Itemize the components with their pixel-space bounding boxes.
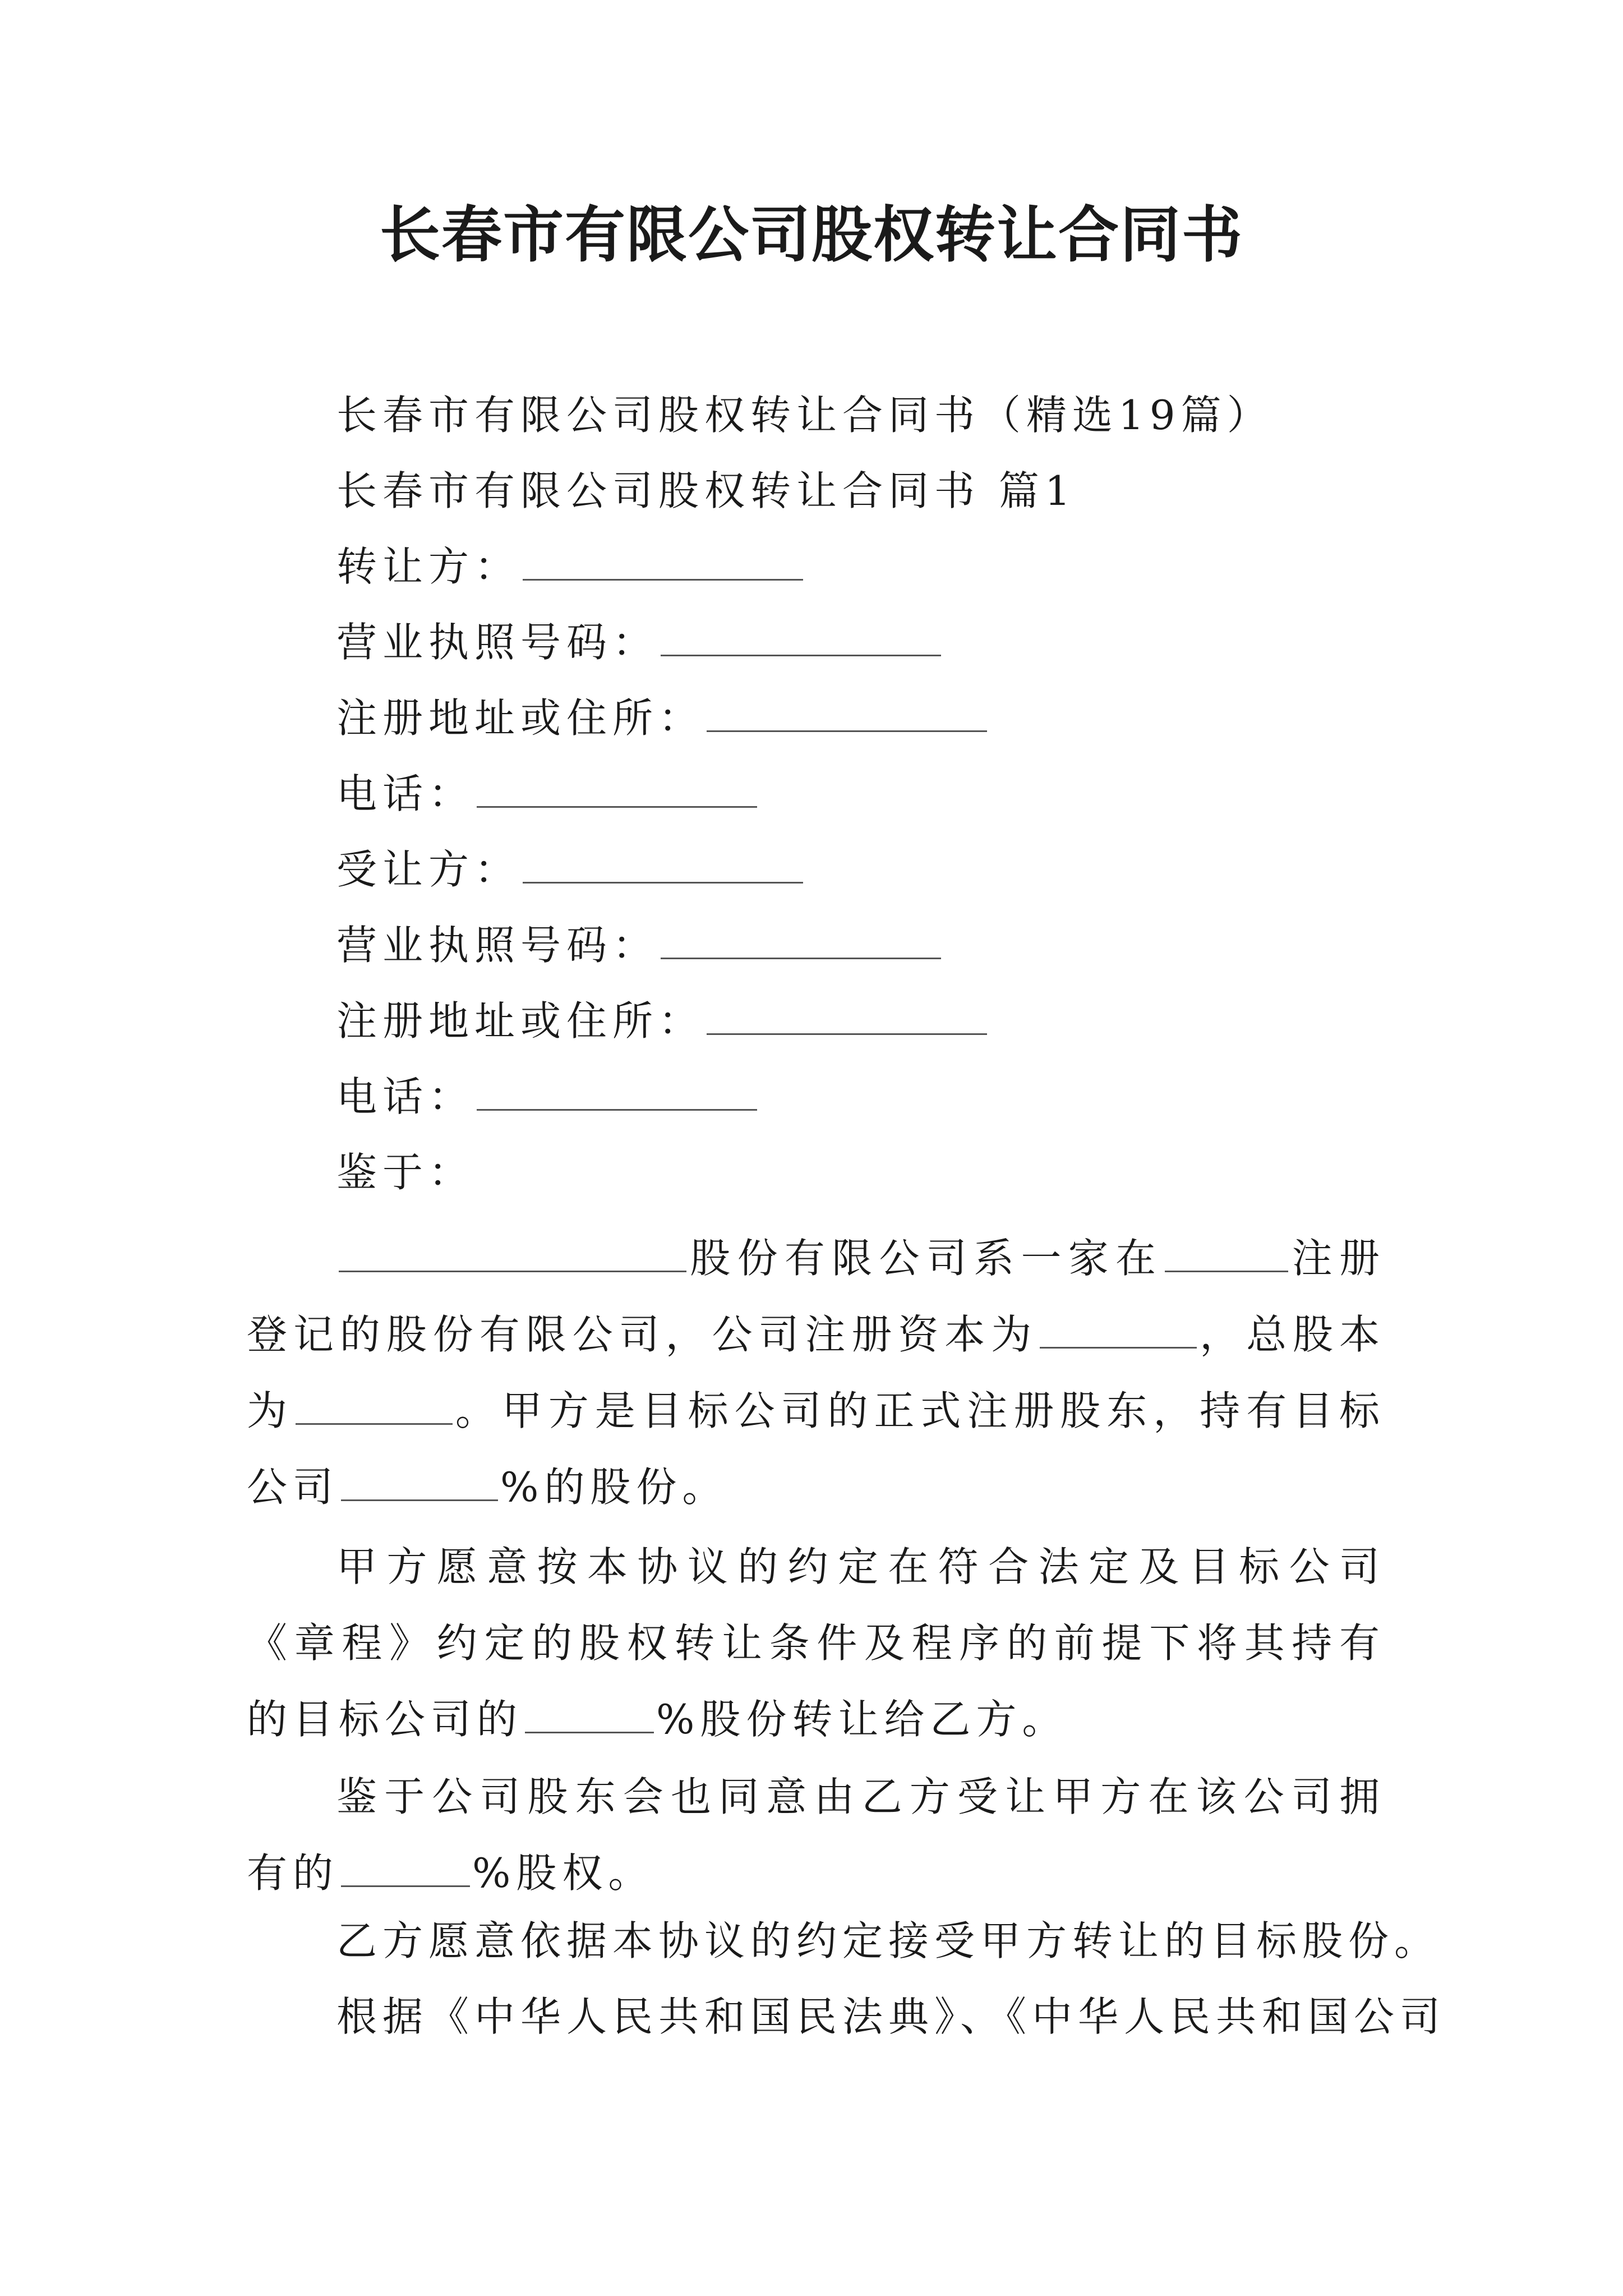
field-label: 注册地址或住所： [336, 694, 705, 742]
blank-field [339, 1235, 686, 1272]
field-transferee-phone [336, 1069, 759, 1125]
section-heading: 长春市有限公司股权转让合同书 篇1 [336, 467, 1076, 514]
blank-field [477, 770, 757, 808]
blank-field [661, 619, 941, 656]
paragraph-text: 。甲方是目标公司的正式注册股东，持有目标公司 [247, 1387, 1385, 1511]
document-title: 长春市有限公司股权转让合同书 [379, 200, 1243, 270]
paragraph-text: %的股份。 [500, 1464, 728, 1511]
blank-field [341, 1464, 498, 1501]
blank-field [707, 997, 987, 1035]
paragraph-acceptance: 乙方愿意依据本协议的约定接受甲方转让的目标股份。 [336, 1917, 1441, 1964]
document-subtitle: 长春市有限公司股权转让合同书（精选19篇） [336, 392, 1273, 439]
blank-field [523, 543, 803, 581]
paragraph-text: ，总股本为 [247, 1311, 1385, 1434]
blank-field [477, 1073, 757, 1111]
paragraph-text: 股份有限公司系一家在 [689, 1235, 1163, 1282]
field-transferor-phone [336, 766, 759, 822]
blank-field [1165, 1235, 1288, 1272]
whereas-label: 鉴于： [336, 1149, 475, 1196]
field-label: 注册地址或住所： [336, 997, 705, 1045]
blank-field [1040, 1311, 1197, 1349]
field-label: 营业执照号码： [336, 922, 659, 969]
blank-field [707, 694, 987, 732]
paragraph-text: 鉴于公司股东会也同意由乙方受让甲方在该公司拥有的 [247, 1773, 1385, 1897]
blank-field [525, 1696, 654, 1733]
blank-field [661, 922, 941, 959]
paragraph-text: 甲方愿意按本协议的约定在符合法定及目标公司《章程》约定的股权转让条件及程序的前提下将其持有的目标公司的 [247, 1543, 1385, 1743]
blank-field [523, 846, 803, 884]
field-transferor [336, 539, 805, 595]
field-label: 电话： [336, 770, 475, 817]
paragraph-text: %股份转让给乙方。 [656, 1696, 1068, 1743]
field-label: 电话： [336, 1073, 475, 1120]
field-label: 转让方： [336, 543, 521, 590]
paragraph-company-registration [247, 1220, 1385, 1525]
paragraph-legal-basis: 根据《中华人民共和国民法典》、《中华人民共和国公司 [336, 1993, 1446, 2040]
blank-field [296, 1387, 453, 1425]
field-transferee-address [336, 993, 989, 1049]
field-transferee-license [336, 917, 943, 973]
paragraph-transfer-intent [247, 1529, 1385, 1757]
field-transferor-address [336, 690, 989, 746]
paragraph-text: 注册登记的股份有限公司，公司注册资本为 [247, 1235, 1385, 1358]
field-transferee [336, 841, 805, 898]
field-transferor-license [336, 614, 943, 670]
paragraph-shareholder-consent [247, 1759, 1385, 1911]
paragraph-text: %股权。 [472, 1849, 654, 1897]
field-label: 受让方： [336, 846, 521, 893]
blank-field [341, 1849, 470, 1887]
field-label: 营业执照号码： [336, 619, 659, 666]
